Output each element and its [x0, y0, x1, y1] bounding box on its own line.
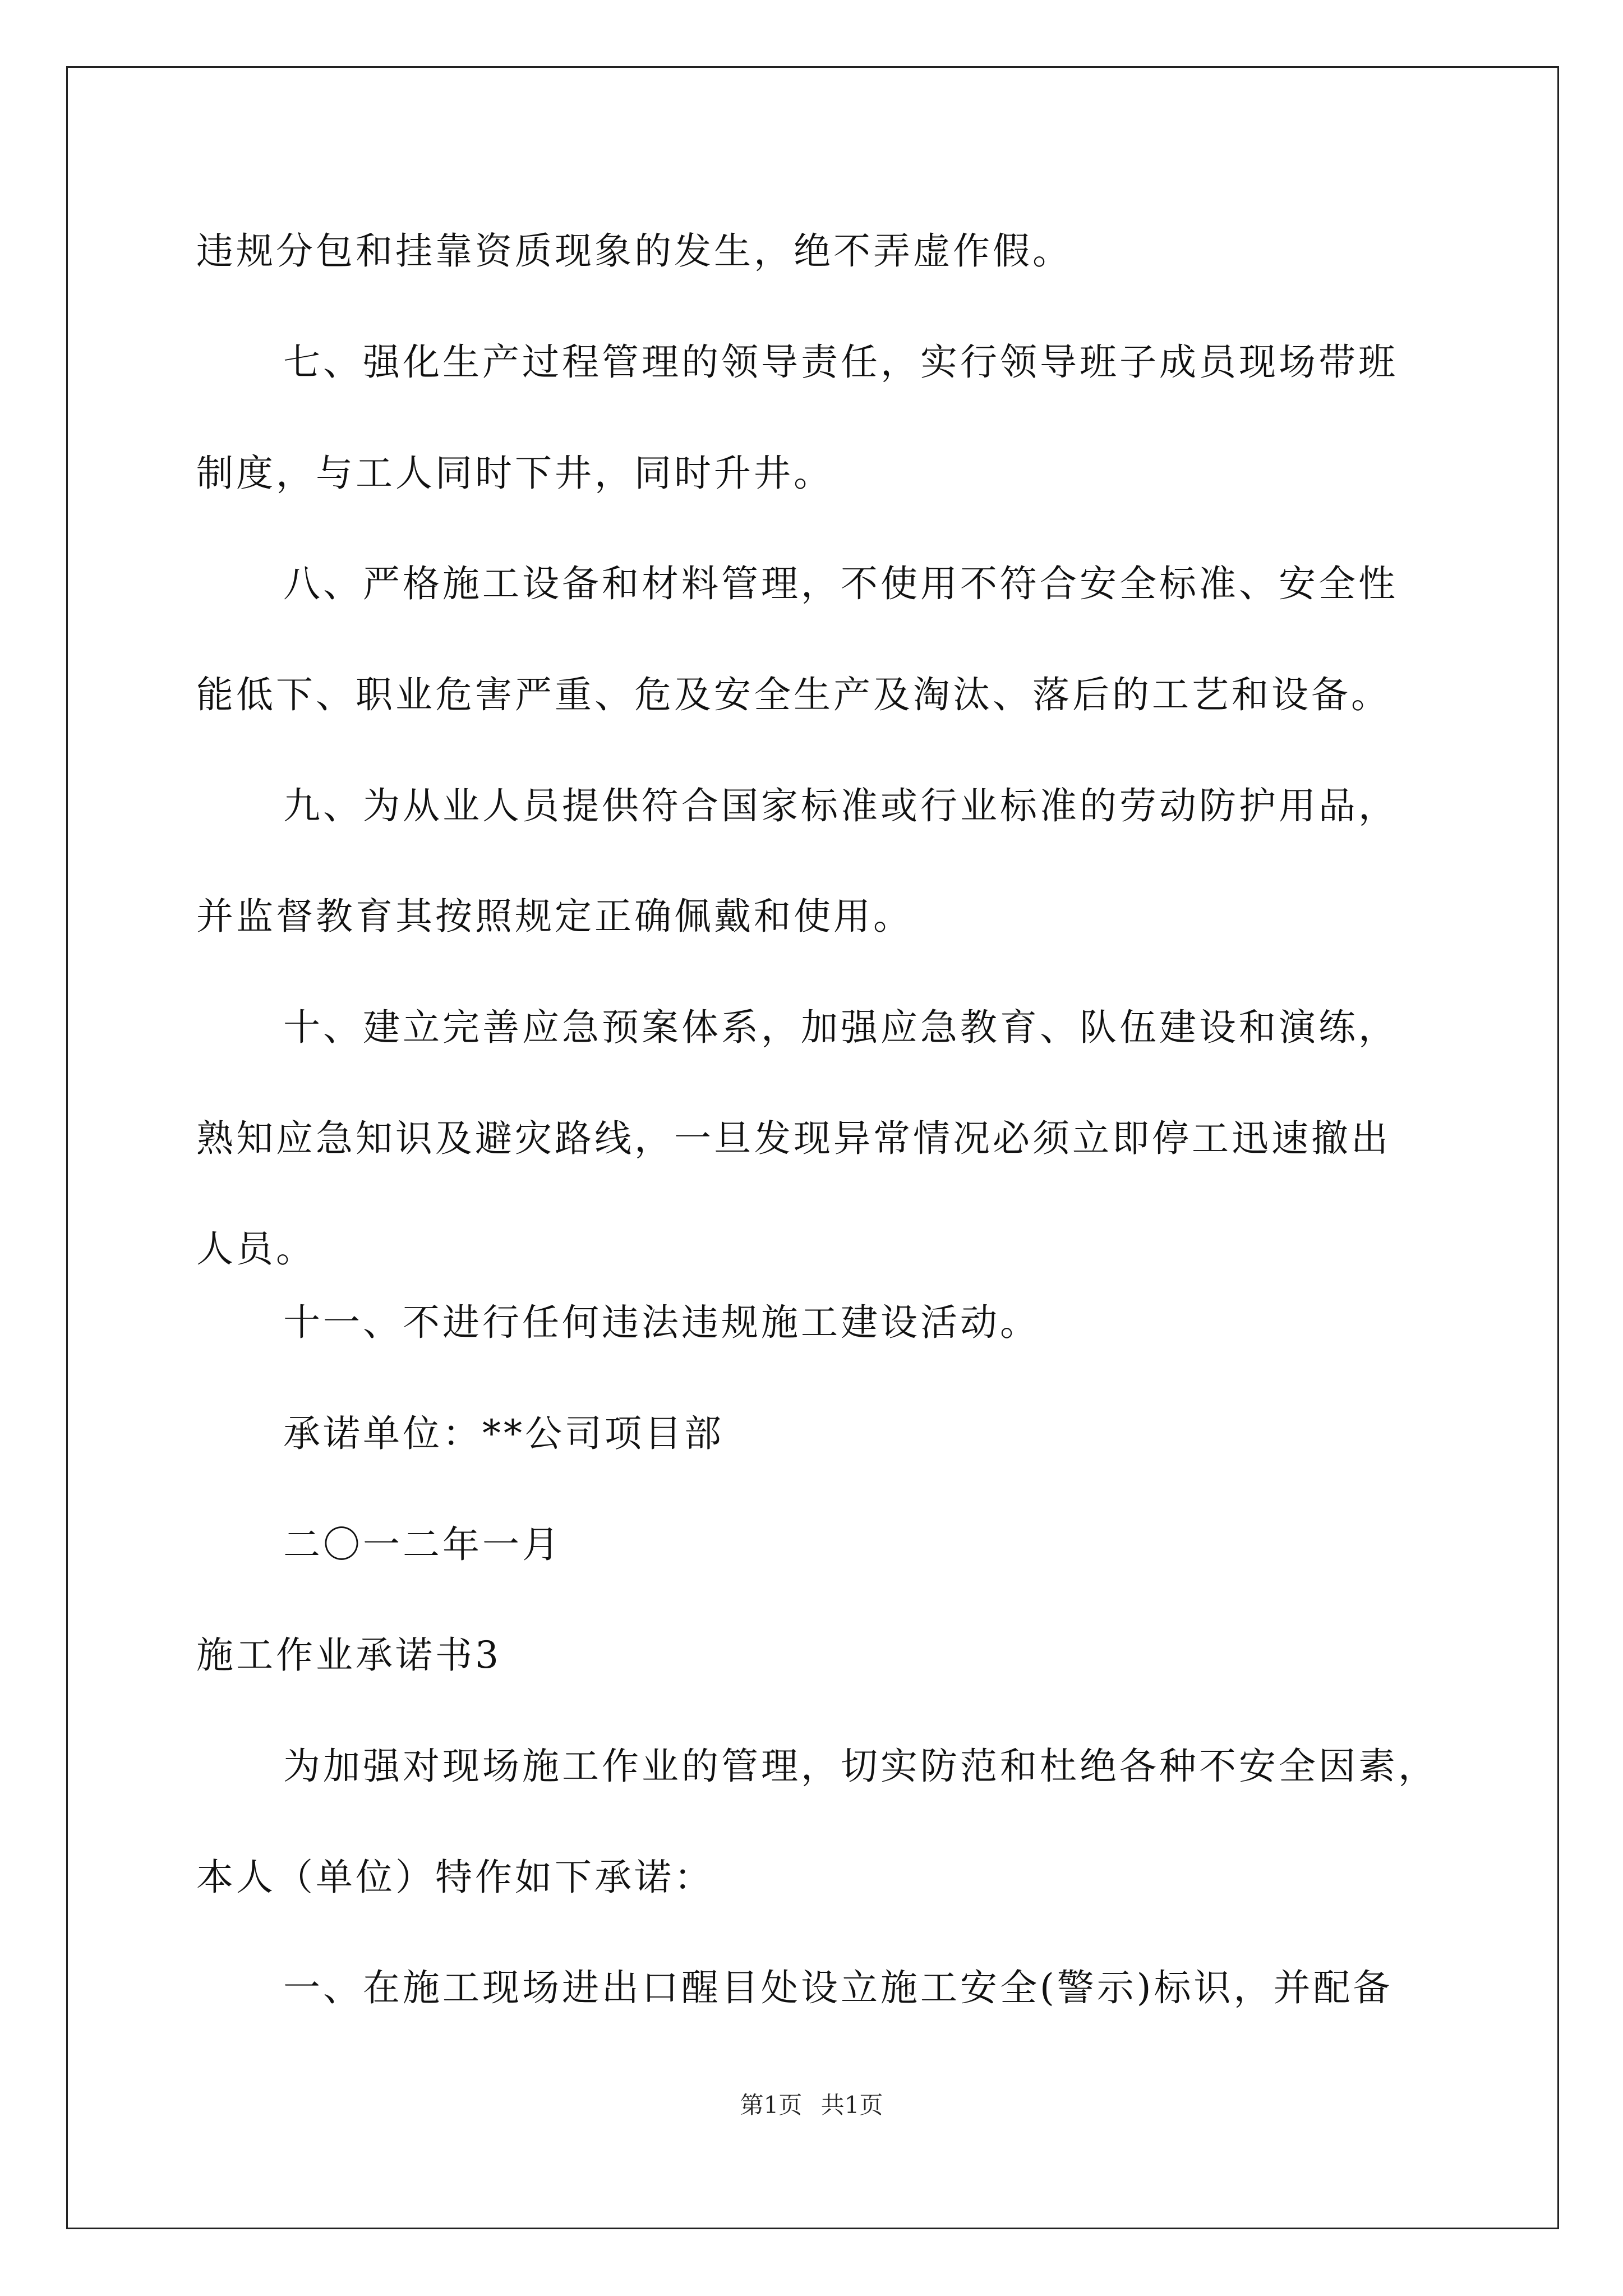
page-total: 共1页 [820, 2091, 883, 2119]
date-line: 二〇一二年一月 [283, 1523, 562, 1566]
body-line: 能低下、职业危害严重、危及安全生产及淘汰、落后的工艺和设备。 [196, 673, 1391, 716]
section-title: 施工作业承诺书3 [196, 1634, 501, 1677]
signatory-line: 承诺单位：**公司项目部 [283, 1412, 724, 1455]
page-footer [0, 2091, 1623, 2119]
body-line: 人员。 [196, 1227, 316, 1271]
page-number: 第1页 [740, 2091, 803, 2119]
paragraph-line-item-10: 十、建立完善应急预案体系，加强应急教育、队伍建设和演练， [283, 1006, 1398, 1049]
paragraph-line-item-9: 九、为从业人员提供符合国家标准或行业标准的劳动防护用品， [283, 784, 1398, 827]
paragraph-line-item-1: 一、在施工现场进出口醒目处设立施工安全(警示)标识，并配备 [283, 1966, 1393, 2009]
paragraph-line-item-8: 八、严格施工设备和材料管理，不使用不符合安全标准、安全性 [283, 562, 1398, 605]
body-line: 并监督教育其按照规定正确佩戴和使用。 [196, 895, 913, 938]
body-line: 本人（单位）特作如下承诺： [196, 1856, 714, 1899]
body-line: 熟知应急知识及避灾路线，一旦发现异常情况必须立即停工迅速撤出 [196, 1117, 1391, 1160]
body-line: 违规分包和挂靠资质现象的发生，绝不弄虚作假。 [196, 229, 1072, 273]
paragraph-line-intro: 为加强对现场施工作业的管理，切实防范和杜绝各种不安全因素， [283, 1745, 1438, 1788]
paragraph-line-item-11: 十一、不进行任何违法违规施工建设活动。 [283, 1301, 1040, 1344]
paragraph-line-item-7: 七、强化生产过程管理的领导责任，实行领导班子成员现场带班 [283, 341, 1398, 384]
body-line: 制度，与工人同时下井，同时升井。 [196, 452, 833, 495]
